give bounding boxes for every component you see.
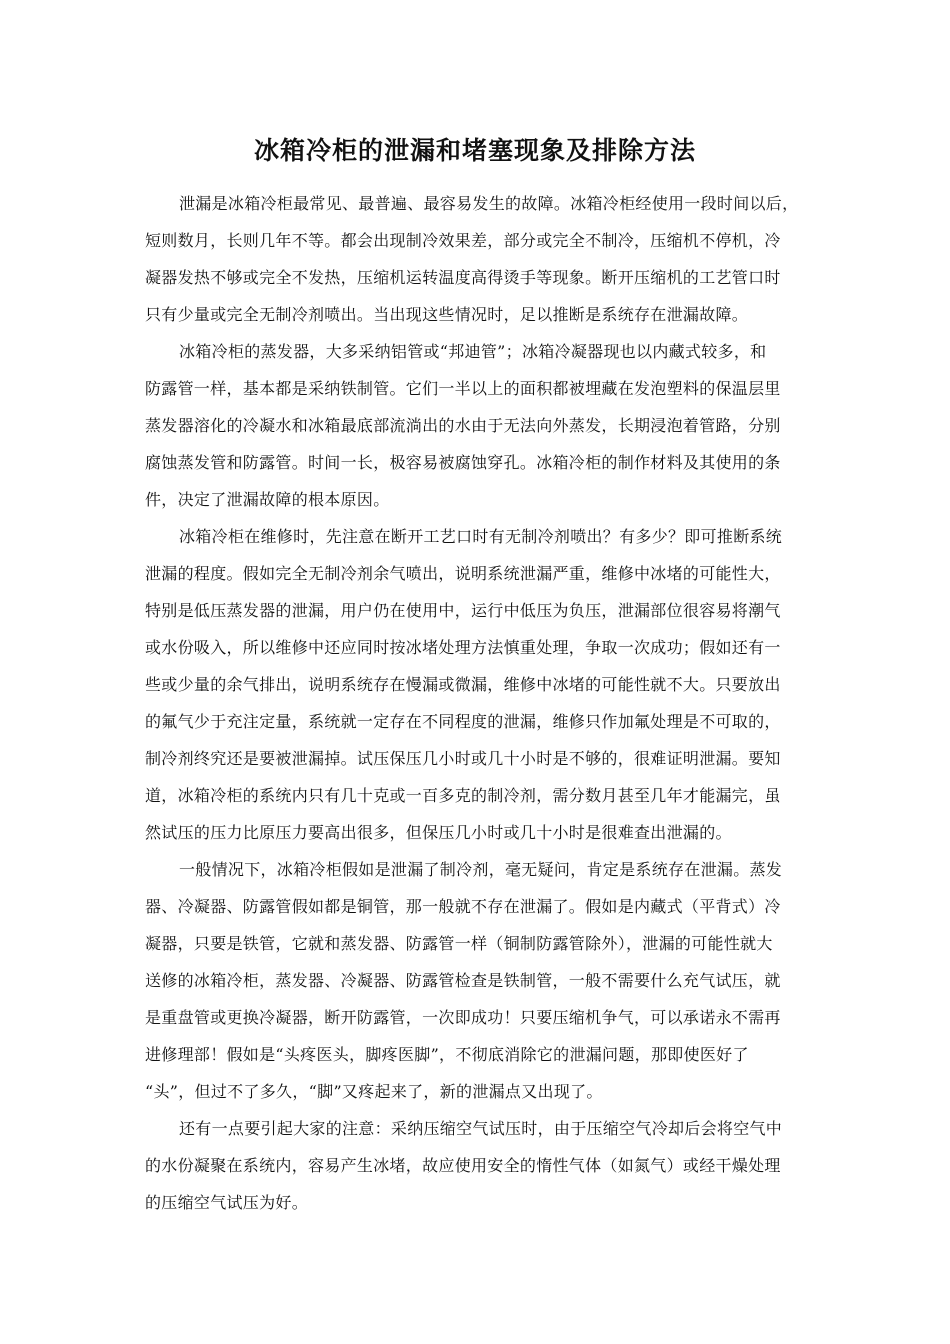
text-line: 冰箱冷柜在维修时，先注意在断开工艺口时有无制冷剂喷出？有多少？即可推断系统 <box>179 527 783 546</box>
text-line: 腐蚀蒸发管和防露管。时间一长，极容易被腐蚀穿孔。冰箱冷柜的制作材料及其使用的条 <box>145 453 781 472</box>
paragraph <box>145 333 825 518</box>
paragraph <box>145 1110 825 1221</box>
text-line: 凝器，只要是铁管，它就和蒸发器、防露管一样（铜制防露管除外），泄漏的可能性就大 <box>145 934 773 953</box>
text-line: 进修理部！假如是“头疼医头，脚疼医脚”，不彻底消除它的泄漏问题，那即使医好了 <box>145 1045 749 1064</box>
text-line: 是重盘管或更换冷凝器，断开防露管，一次即成功！只要压缩机争气，可以承诺永不需再 <box>145 1008 781 1027</box>
paragraph <box>145 851 825 1110</box>
text-line: 的氟气少于充注定量，系统就一定存在不同程度的泄漏，维修只作加氟处理是不可取的， <box>145 712 781 731</box>
text-line: 件，决定了泄漏故障的根本原因。 <box>145 490 390 509</box>
text-line: 蒸发器溶化的冷凝水和冰箱最底部流淌出的水由于无法向外蒸发，长期浸泡着管路，分别 <box>145 416 781 435</box>
text-line: 道，冰箱冷柜的系统内只有几十克或一百多克的制冷剂，需分数月甚至几年才能漏完，虽 <box>145 786 781 805</box>
paragraph <box>145 518 825 851</box>
text-line: 特别是低压蒸发器的泄漏，用户仍在使用中，运行中低压为负压，泄漏部位很容易将潮气 <box>145 601 781 620</box>
text-line: 些或少量的余气排出，说明系统存在慢漏或微漏，维修中冰堵的可能性就不大。只要放出 <box>145 675 781 694</box>
text-line: 冰箱冷柜的蒸发器，大多采纳铝管或“邦迪管”；冰箱冷凝器现也以内藏式较多，和 <box>179 342 767 361</box>
text-line: 的水份凝聚在系统内，容易产生冰堵，故应使用安全的惰性气体（如氮气）或经干燥处理 <box>145 1156 781 1175</box>
text-line: 还有一点要引起大家的注意：采纳压缩空气试压时，由于压缩空气冷却后会将空气中 <box>179 1119 783 1138</box>
text-line: “头”，但过不了多久，“脚”又疼起来了，新的泄漏点又出现了。 <box>145 1082 603 1101</box>
text-line: 的压缩空气试压为好。 <box>145 1193 309 1212</box>
paragraph <box>145 185 825 333</box>
text-line: 凝器发热不够或完全不发热，压缩机运转温度高得烫手等现象。断开压缩机的工艺管口时 <box>145 268 781 287</box>
text-line: 然试压的压力比原压力要高出很多，但保压几小时或几十小时是很难查出泄漏的。 <box>145 823 732 842</box>
document-title: 冰箱冷柜的泄漏和堵塞现象及排除方法 <box>253 136 696 165</box>
text-line: 短则数月，长则几年不等。都会出现制冷效果差，部分或完全不制冷，压缩机不停机，冷 <box>145 231 781 250</box>
text-line: 器、冷凝器、防露管假如都是铜管，那一般就不存在泄漏了。假如是内藏式（平背式）冷 <box>145 897 781 916</box>
text-line: 送修的冰箱冷柜，蒸发器、冷凝器、防露管检查是铁制管，一般不需要什么充气试压，就 <box>145 971 781 990</box>
document-body <box>145 185 825 1221</box>
text-line: 只有少量或完全无制冷剂喷出。当出现这些情况时，足以推断是系统存在泄漏故障。 <box>145 305 749 324</box>
text-line: 一般情况下，冰箱冷柜假如是泄漏了制冷剂，毫无疑问，肯定是系统存在泄漏。蒸发 <box>179 860 783 879</box>
text-line: 防露管一样，基本都是采纳铁制管。它们一半以上的面积都被埋藏在发泡塑料的保温层里 <box>145 379 781 398</box>
text-line: 或水份吸入，所以维修中还应同时按冰堵处理方法慎重处理，争取一次成功；假如还有一 <box>145 638 781 657</box>
text-line: 泄漏是冰箱冷柜最常见、最普遍、最容易发生的故障。冰箱冷柜经使用一段时间以后， <box>179 194 799 213</box>
text-line: 泄漏的程度。假如完全无制冷剂余气喷出，说明系统泄漏严重，维修中冰堵的可能性大， <box>145 564 781 583</box>
text-line: 制冷剂终究还是要被泄漏掉。试压保压几小时或几十小时是不够的，很难证明泄漏。要知 <box>145 749 781 768</box>
